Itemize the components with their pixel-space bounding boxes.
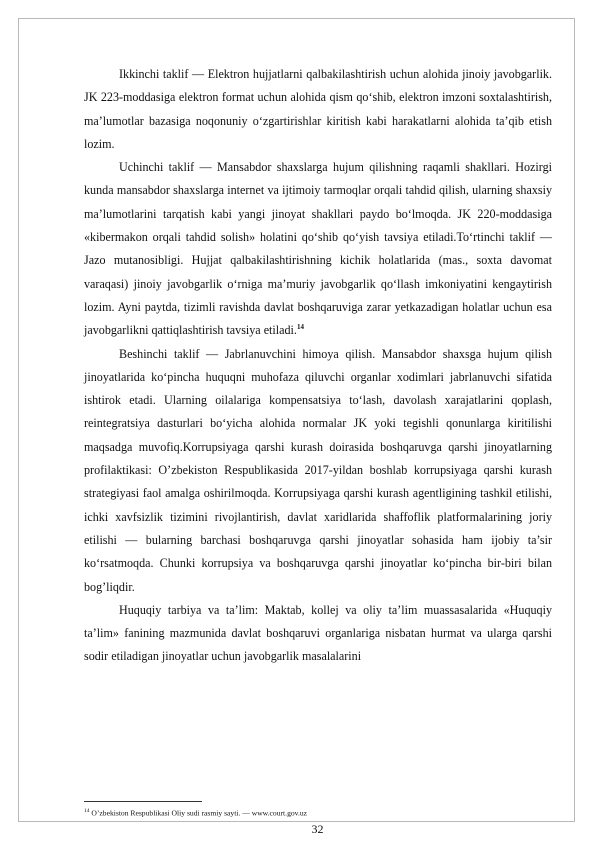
footnote-divider [84,801,202,802]
paragraph-legal-education: Huquqiy tarbiya va ta’lim: Maktab, kollej va oliy ta’lim muassasalarida «Huquqiy ta’lim» fanining mazmunida davlat boshqaruvi organlariga nisbatan hurmat va ularga qarshi sodir etiladigan jinoyatlar uchun javobgarlik masalalarini [84,602,552,664]
page-number: 32 [311,822,324,836]
paragraph-fifth-proposal: Beshinchi taklif — Jabrlanuvchini himoya qilish. Mansabdor shaxsga hujum qilish jinoyatlarida ko‘pincha huquqni muhofaza qiluvchi organlar xodimlari jabrlanuvchi sifatida ishtirok etadi. Ularning oilalariga kompensatsiya to‘lash, davolash xarajatlarini qoplash, reintegratsiya dasturlari bo‘yicha alohida normalar JK yoki tegishli qonunlarga kiritilishi maqsadga muvofiq.Korrupsiyaga qarshi kurash doirasida boshqaruvga qarshi jinoyatlarning profilaktikasi: O’zbekiston Respublikasida 2017-yildan boshlab korrupsiyaga qarshi kurash strategiyasi faol amalga oshirilmoqda. Korrupsiyaga qarshi kurash agentligining tashkil etilishi, ichki xavfsizlik tizimini rivojlantirish, davlat xaridlarida shaffoflik platformalarining joriy etilishi — bularning barchasi boshqaruvga qarshi jinoyatlar sohasida ham ijobiy ta’sir ko‘rsatmoqda. Chunki korrupsiya va boshqaruvga qarshi jinoyatlar ko‘pincha bir-biri bilan bog’liqdir. [84,346,552,594]
paragraph-text: Uchinchi taklif — Mansabdor shaxslarga hujum qilishning raqamli shakllari. Hozirgi kunda mansabdor shaxslarga internet va ijtimoiy tarmoqlar orqali tahdid qilish, ularning shaxsiy ma’lumotlarini tarqatish kabi yangi jinoyat shakllari paydo bo‘lmoqda. JK 220-moddasiga «kibermakon orqali tahdid solish» holatini qo‘shib qo‘yish tavsiya etiladi.To‘rtinchi taklif — Jazo mutanosibligi. Hujjat qalbakilashtirishning kichik holatlarida (mas., soxta davomat varaqasi) jinoiy javobgarlik o‘rniga ma’muriy javobgarlik qo‘llash imkoniyatini kengaytirish lozim. Ayni paytda, tizimli ravishda davlat boshqaruviga zarar yetkazadigan holatlar uchun esa javobgarlikni qattiqlashtirish tavsiya etiladi. [84,160,552,338]
paragraph-second-proposal: Ikkinchi taklif — Elektron hujjatlarni qalbakilashtirish uchun alohida jinoiy javobgarlik. JK 223-moddasiga elektron format uchun alohida qism qo‘shib, elektron imzoni soxtalashtirish, ma’lumotlar bazasiga noqonuniy o‘zgartirishlar kiritish kabi harakatlarni alohida ta’qib etish lozim. [84,67,552,151]
paragraph-third-fourth-proposal [84,156,552,342]
footnote [84,806,552,819]
footnote-number: 14 [84,808,90,814]
body-text [84,63,552,669]
footnote-text: O’zbekiston Respublikasi Oliy sudi rasmiy sayti. — www.court.gov.uz [91,808,308,818]
footnote-reference[interactable]: 14 [296,323,304,332]
